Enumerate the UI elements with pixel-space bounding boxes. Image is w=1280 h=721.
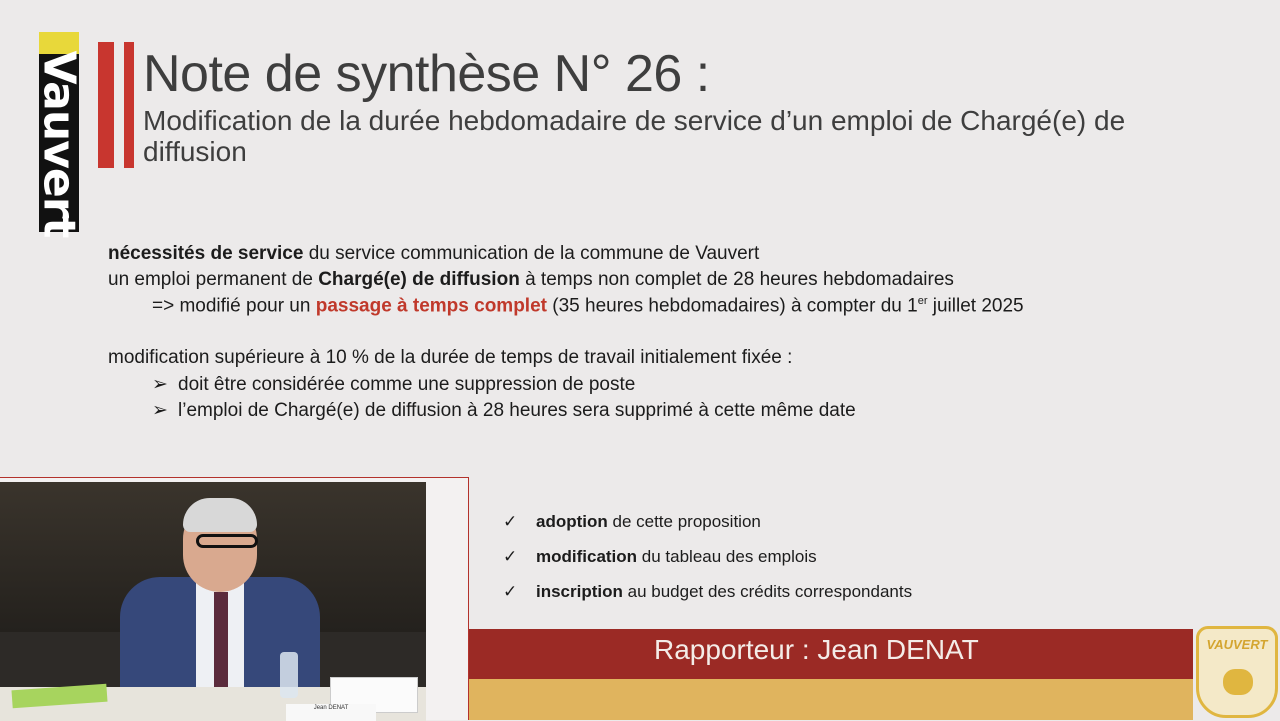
body-line-3-pre: => modifié pour un (152, 295, 316, 317)
video-inset (0, 477, 469, 720)
vauvert-seal-icon (1196, 626, 1278, 718)
slide-subtitle: Modification de la durée hebdomadaire de service d’un emploi de Chargé(e) de diffusion (143, 105, 1126, 167)
body-line-2-pre: un emploi permanent de (108, 269, 319, 290)
bullet-item (152, 373, 635, 396)
body-line-3 (152, 295, 1024, 317)
check-icon: ✓ (503, 547, 518, 566)
arrow-bullet-icon: ➢ (152, 374, 168, 395)
body-line-3-post: (35 heures hebdomadaires) à compter du 1 (546, 295, 918, 317)
check-icon: ✓ (503, 582, 518, 601)
bull-icon (1223, 669, 1253, 695)
logo-text: Vauvert (33, 50, 85, 238)
title-accent-bar (98, 42, 114, 168)
body-line-3-tail: juillet 2025 (927, 295, 1024, 317)
check-icon: ✓ (503, 512, 518, 531)
body-line-1 (108, 243, 759, 265)
speaker-glasses (196, 534, 258, 548)
body-line-4: modification supérieure à 10 % de la durée de temps de travail initialement fixée : (108, 347, 793, 368)
rapporteur-label: Rapporteur : Jean DENAT (654, 634, 979, 665)
check-item-bold: inscription (536, 582, 623, 601)
check-item-rest: au budget des crédits correspondants (622, 582, 913, 601)
arrow-bullet-icon: ➢ (152, 400, 168, 421)
seal-text: VAUVERT (1206, 637, 1268, 652)
speaker-hair (183, 498, 257, 532)
ordinal-superscript: er (917, 295, 928, 307)
body-line-1-bold: nécessités de service (108, 243, 304, 264)
title-accent-bar-thin (124, 42, 134, 168)
bullet-text: doit être considérée comme une suppression de poste (178, 374, 636, 395)
check-item-bold: adoption (536, 512, 608, 531)
speaker-nameplate: Jean DENAT (286, 704, 376, 721)
check-item (503, 512, 761, 532)
video-frame (0, 482, 426, 721)
check-item-bold: modification (536, 547, 638, 566)
check-item (503, 582, 912, 602)
vauvert-logo (33, 32, 85, 238)
highlight-full-time: passage à temps complet (315, 295, 547, 317)
body-line-2-post: à temps non complet de 28 heures hebdomadaires (519, 269, 954, 290)
check-item (503, 547, 817, 567)
body-line-2 (108, 269, 954, 291)
body-line-2-bold: Chargé(e) de diffusion (318, 269, 520, 290)
check-item-rest: de cette proposition (607, 512, 761, 531)
slide-title: Note de synthèse N° 26 : (143, 45, 710, 103)
bullet-item (152, 399, 856, 422)
bullet-text: l’emploi de Chargé(e) de diffusion à 28 heures sera supprimé à cette même date (178, 400, 856, 421)
gold-band (469, 679, 1193, 720)
speaker-tie (214, 592, 228, 702)
body-line-1-rest: du service communication de la commune de Vauvert (303, 243, 760, 264)
water-bottle (280, 652, 298, 698)
check-item-rest: du tableau des emplois (637, 547, 817, 566)
